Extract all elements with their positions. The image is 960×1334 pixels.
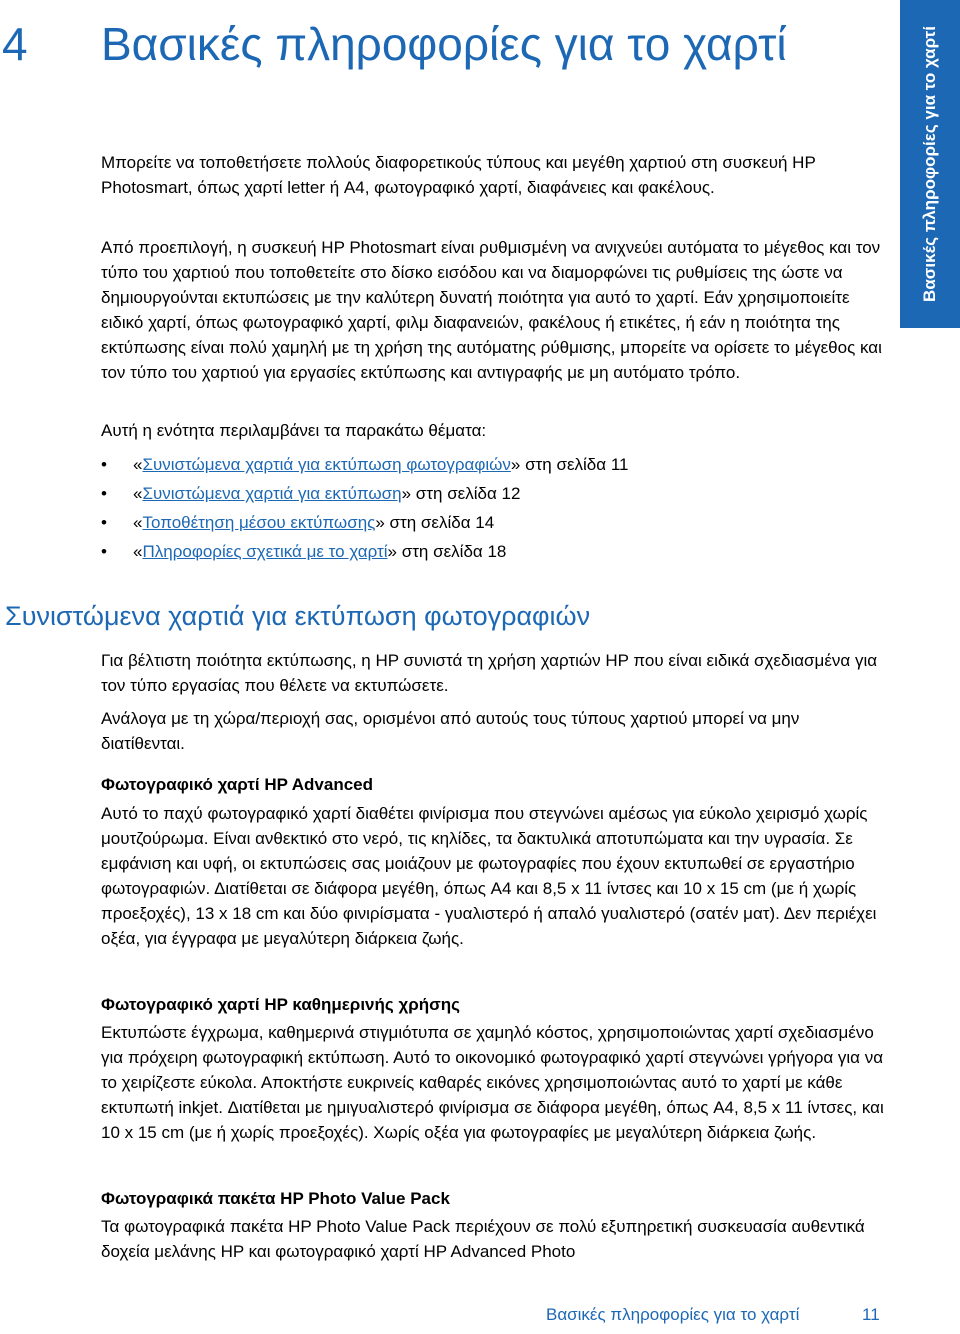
value-pack-text: Τα φωτογραφικά πακέτα HP Photo Value Pack περιέχουν σε πολύ εξυπηρετική συσκευασία αυθεντικά δοχεία μελάνης HP και φωτογραφικό χαρτί HP Advanced Photo [101,1217,865,1261]
subheading-advanced-photo: Φωτογραφικό χαρτί HP Advanced [101,775,374,794]
toc-link-photo-papers[interactable]: Συνιστώμενα χαρτιά για εκτύπωση φωτογραφιών [142,455,511,474]
toc-item [101,450,881,479]
page-number: 11 [862,1305,880,1324]
chapter-number: 4 [2,18,28,70]
toc-quote-open: « [133,484,143,503]
bullet: • [101,484,107,503]
section-title: Συνιστώμενα χαρτιά για εκτύπωση φωτογραφιών [5,601,591,631]
toc-quote-open: « [133,542,143,561]
intro-paragraph-2: Από προεπιλογή, η συσκευή HP Photosmart είναι ρυθμισμένη να ανιχνεύει αυτόματα το μέγεθος και τον τύπο του χαρτιού που τοποθετείτε στο δίσκο εισόδου και να διαμορφώνει τις ρυθμίσεις της ώστε να δημιουργούνται εκτυπώσεις με την καλύτερη δυνατή ποιότητα για αυτό το χαρτί. Εάν χρησιμοποιείτε ειδικό χαρτί, όπως φωτογραφικό χαρτί, φιλμ διαφανειών, φακέλους ή ετικέτες, ή εάν η ποιότητα της εκτύπωσης είναι πολύ χαμηλή με τη χρήση της αυτόματης ρύθμισης, μπορείτε να ορίσετε το μέγεθος και τον τύπο του χαρτιού για εργασίες εκτύπωσης και αντιγραφής με μη αυτόματο τρόπο. [101,238,882,382]
toc-item [101,479,881,508]
toc-item [101,537,881,566]
toc-quote-open: « [133,513,143,532]
subheading-everyday-photo: Φωτογραφικό χαρτί HP καθημερινής χρήσης [101,995,460,1014]
bullet: • [101,513,107,532]
toc-quote-open: « [133,455,143,474]
toc-link-paper-info[interactable]: Πληροφορίες σχετικά με το χαρτί [142,542,388,561]
section-paragraph-2: Ανάλογα με τη χώρα/περιοχή σας, ορισμένοι από αυτούς τους τύπους χαρτιού μπορεί να μην διατίθενται. [101,709,800,753]
intro-paragraph-3: Αυτή η ενότητα περιλαμβάνει τα παρακάτω θέματα: [101,421,487,440]
toc-page-ref: » στη σελίδα 11 [510,455,629,474]
advanced-photo-text: Αυτό το παχύ φωτογραφικό χαρτί διαθέτει φινίρισμα που στεγνώνει αμέσως για εύκολο χειρισμό χωρίς μουτζούρωμα. Είναι ανθεκτικό στο νερό, τις κηλίδες, τα δακτυλικά αποτυπώματα και την υγρασία. Σε εμφάνιση και υφή, οι εκτυπώσεις σας μοιάζουν με φωτογραφίες που έχουν εκτυπωθεί σε εργαστήριο φωτογραφιών. Διατίθεται σε διάφορα μεγέθη, όπως A4 και 8,5 x 11 ίντσες και 10 x 15 cm (με ή χωρίς προεξοχές), 13 x 18 cm και δύο φινιρίσματα - γυαλιστερό ή απαλό γυαλιστερό (σατέν ματ). Δεν περιέχει οξέα, για έγγραφα με μεγαλύτερη διάρκεια ζωής. [101,804,877,948]
toc-page-ref: » στη σελίδα 18 [387,542,507,561]
subheading-value-pack: Φωτογραφικά πακέτα HP Photo Value Pack [101,1189,450,1208]
chapter-title: Βασικές πληροφορίες για το χαρτί [101,18,787,70]
intro-paragraph-1: Μπορείτε να τοποθετήσετε πολλούς διαφορετικούς τύπους και μεγέθη χαρτιού στη συσκευή HP Photosmart, όπως χαρτί letter ή A4, φωτογραφικό χαρτί, διαφάνειες και φακέλους. [101,153,816,197]
side-tab-label: Βασικές πληροφορίες για το χαρτί [920,26,939,302]
footer-title: Βασικές πληροφορίες για το χαρτί [546,1305,800,1324]
bullet: • [101,542,107,561]
everyday-photo-text: Εκτυπώστε έγχρωμα, καθημερινά στιγμιότυπα σε χαμηλό κόστος, χρησιμοποιώντας χαρτί σχεδιασμένο για πρόχειρη φωτογραφική εκτύπωση. Αυτό το οικονομικό φωτογραφικό χαρτί στεγνώνει γρήγορα για να το χειρίζεστε εύκολα. Αποκτήστε ευκρινείς καθαρές εικόνες χρησιμοποιώντας αυτό το χαρτί με κάθε εκτυπωτή inkjet. Διατίθεται με ημιγυαλιστερό φινίρισμα σε διάφορα μεγέθη, όπως A4, 8,5 x 11 ίντσες, και 10 x 15 cm (με ή χωρίς προεξοχές). Χωρίς οξέα για φωτογραφίες με μεγαλύτερη διάρκεια ζωής. [101,1023,884,1142]
section-paragraph-1: Για βέλτιστη ποιότητα εκτύπωσης, η HP συνιστά τη χρήση χαρτιών HP που είναι ειδικά σχεδιασμένα για τον τύπο εργασίας που θέλετε να εκτυπώσετε. [101,651,878,695]
toc-link-load-media[interactable]: Τοποθέτηση μέσου εκτύπωσης [142,513,376,532]
toc-page-ref: » στη σελίδα 14 [375,513,495,532]
toc-link-print-papers[interactable]: Συνιστώμενα χαρτιά για εκτύπωση [142,484,402,503]
bullet: • [101,455,107,474]
toc-page-ref: » στη σελίδα 12 [401,484,521,503]
toc-item [101,508,881,537]
toc-list [101,450,881,566]
